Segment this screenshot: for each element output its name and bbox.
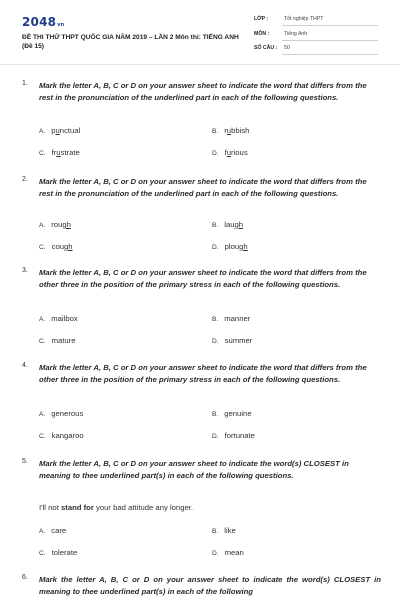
question-number: 1. bbox=[22, 80, 28, 87]
meta-divider bbox=[282, 25, 378, 26]
option-b[interactable]: B. manner bbox=[212, 314, 251, 323]
question-prompt: Mark the letter A, B, C or D on your answer sheet to indicate the word that differs from the rest in the pronunciation of the underlined part in each of the following questions. bbox=[39, 81, 367, 102]
option-a[interactable]: A. rough bbox=[39, 220, 71, 229]
question-prompt: Mark the letter A, B, C or D on your answer sheet to indicate the word(s) CLOSEST in meaning to thee underlined part(s) in each of the following questions. bbox=[39, 459, 349, 480]
option-c[interactable]: C. mature bbox=[39, 336, 76, 345]
option-d[interactable]: D. mean bbox=[212, 548, 244, 557]
option-a[interactable]: A. mailbox bbox=[39, 314, 78, 323]
option-d[interactable]: D. summer bbox=[212, 336, 253, 345]
meta-subject-value: Tiếng Anh bbox=[284, 31, 308, 37]
question-sentence: I'll not stand for your bad attitude any longer. bbox=[39, 503, 194, 512]
meta-class-row bbox=[254, 14, 378, 26]
question-prompt: Mark the letter A, B, C or D on your answer sheet to indicate the word that differs from the other three in the position of the primary stress in each of the following questions. bbox=[39, 268, 367, 289]
question-number: 6. bbox=[22, 574, 28, 581]
question-number: 3. bbox=[22, 267, 28, 274]
option-c[interactable]: C. kangaroo bbox=[39, 431, 84, 440]
question-number: 4. bbox=[22, 362, 28, 369]
option-c[interactable]: C. frustrate bbox=[39, 148, 80, 157]
option-a[interactable]: A. care bbox=[39, 526, 67, 535]
option-b[interactable]: B. laugh bbox=[212, 220, 244, 229]
meta-subject-row bbox=[254, 29, 378, 41]
option-d[interactable]: D. fortunate bbox=[212, 431, 255, 440]
exam-header bbox=[0, 0, 400, 64]
exam-title: ĐỀ THI THỬ THPT QUỐC GIA NĂM 2019 – LẦN 2 Môn thi: TIẾNG ANH (Đề 15) bbox=[22, 34, 239, 50]
option-c[interactable]: C. tolerate bbox=[39, 548, 78, 557]
meta-class-label: LỚP : bbox=[254, 16, 269, 22]
question-prompt: Mark the letter A, B, C or D on your answer sheet to indicate the word(s) CLOSEST in meaning to thee underlined part(s) in each of the following bbox=[39, 575, 381, 596]
option-a[interactable]: A. generous bbox=[39, 409, 84, 418]
meta-count-row bbox=[254, 43, 378, 55]
header-divider bbox=[0, 64, 400, 65]
meta-count-label: SỐ CÂU : bbox=[254, 45, 278, 51]
meta-class-value: Tốt nghiệp THPT bbox=[284, 16, 324, 22]
option-b[interactable]: B. like bbox=[212, 526, 236, 535]
site-logo[interactable]: 2048vn bbox=[22, 15, 65, 29]
question-number: 5. bbox=[22, 458, 28, 465]
meta-divider bbox=[282, 54, 378, 55]
option-d[interactable]: D. furious bbox=[212, 148, 248, 157]
option-a[interactable]: A. punctual bbox=[39, 126, 81, 135]
option-d[interactable]: D. plough bbox=[212, 242, 248, 251]
meta-subject-label: MÔN : bbox=[254, 31, 270, 37]
option-b[interactable]: B. rubbish bbox=[212, 126, 250, 135]
question-prompt: Mark the letter A, B, C or D on your answer sheet to indicate the word that differs from the other three in the position of the primary stress in each of the following questions. bbox=[39, 363, 367, 384]
meta-count-value: 50 bbox=[284, 45, 290, 51]
question-prompt: Mark the letter A, B, C or D on your answer sheet to indicate the word that differs from the rest in the pronunciation of the underlined part in each of the following questions. bbox=[39, 177, 367, 198]
question-number: 2. bbox=[22, 176, 28, 183]
option-c[interactable]: C. cough bbox=[39, 242, 73, 251]
option-b[interactable]: B. genuine bbox=[212, 409, 252, 418]
highlighted-phrase: stand for bbox=[60, 503, 94, 512]
meta-divider bbox=[282, 40, 378, 41]
